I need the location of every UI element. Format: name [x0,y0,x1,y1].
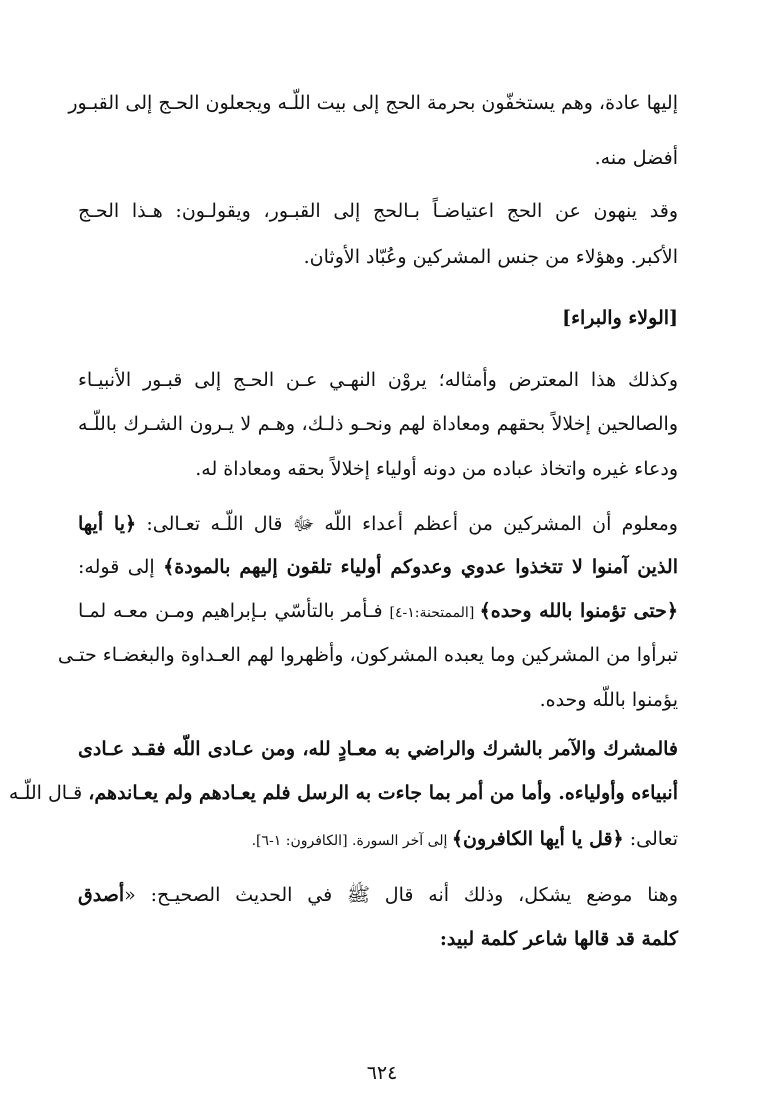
page-number: ٦٢٤ [366,1062,398,1084]
text-line [78,552,678,582]
text-line [78,196,678,226]
text-line [78,685,678,715]
bold-text-segment: الذين آمنوا لا تتخذوا عدوي وعدوكم أولياء تلقون إليهم بالمودة﴾ [163,556,678,578]
text-segment: تبرأوا من المشركين وما يعبده المشركون، وأظهروا لهم العـداوة والبغضـاء حتـى [57,644,678,666]
text-line [78,242,678,272]
bold-text-segment: أنبياءه وأولياءه. وأما من أمر بما جاءت به الرسل فلم يعـادهم ولم يعـاندهم، [88,782,678,804]
text-segment: إلى قوله: [78,556,164,578]
bold-text-segment: ﴿حتى تؤمنوا بالله وحده﴾ [479,600,679,622]
text-segment: والصالحين إخلالاً بحقهم ومعاداة لهم ونحـو ذلـك، وهـم لا يـرون الشـرك باللّـه [78,413,678,435]
text-line [78,509,678,539]
text-line [57,640,678,670]
text-segment: وكذلك هذا المعترض وأمثاله؛ يروْن النهـي عـن الحـج إلى قبـور الأنبيـاء [78,369,678,391]
text-segment: ومعلوم أن المشركين من أعظم أعداء اللّه ﷻ قال اللّـه تعـالى: [136,513,678,535]
bold-text-segment: فالمشرك والآمر بالشرك والراضي به معـادٍ لله، ومن عـادى اللّه فقـد عـادى [78,738,678,760]
text-line [78,824,678,856]
text-segment: [الممتحنة:١-٤] [389,605,480,621]
text-line [78,454,678,484]
text-line [78,880,678,910]
text-segment: ودعاء غيره واتخاذ عباده من دونه أولياء إخلالاً بحقه ومعاداة له. [195,458,678,480]
text-segment: وقد ينهون عن الحج اعتياضـاً بـالحج إلى القبـور، ويقولـون: هـذا الحـج [78,200,678,222]
text-segment: وهنا موضع يشكل، وذلك أنه قال ﷺ في الحديث الصحيـح: « [124,884,678,906]
text-segment: أفضل منه. [594,147,678,169]
text-segment: الأكبر. وهؤلاء من جنس المشركين وعُبّاد الأوثان. [303,246,678,268]
text-segment: فـأمر بالتأسّي بـإبراهيم ومـن معـه لمـا [78,600,390,622]
text-line [78,734,678,764]
text-segment: قـال اللّـه [8,782,89,804]
text-segment: إلى آخر السورة. [الكافرون: ١-٦]. [251,833,452,849]
bold-text-segment: ﴿قل يا أيها الكافرون﴾ [451,828,624,850]
bold-text-segment: ﴿يا أيها [78,513,137,535]
text-line [78,596,678,628]
text-line [78,924,678,954]
section-heading [78,303,678,333]
bold-text-segment: [الولاء والبراء] [562,307,678,329]
text-line [8,778,678,808]
text-line [78,409,678,439]
text-segment: يؤمنوا باللّه وحده. [539,689,678,711]
text-line [68,88,678,118]
bold-text-segment: أصدق [78,884,125,906]
text-segment: تعالى: [623,828,678,850]
text-line [78,365,678,395]
text-line [78,143,678,173]
text-segment: إليها عادة، وهم يستخفّون بحرمة الحج إلى بيت اللّـه ويجعلون الحـج إلى القبـور [68,92,678,114]
bold-text-segment: كلمة قد قالها شاعر كلمة لبيد: [439,928,678,950]
